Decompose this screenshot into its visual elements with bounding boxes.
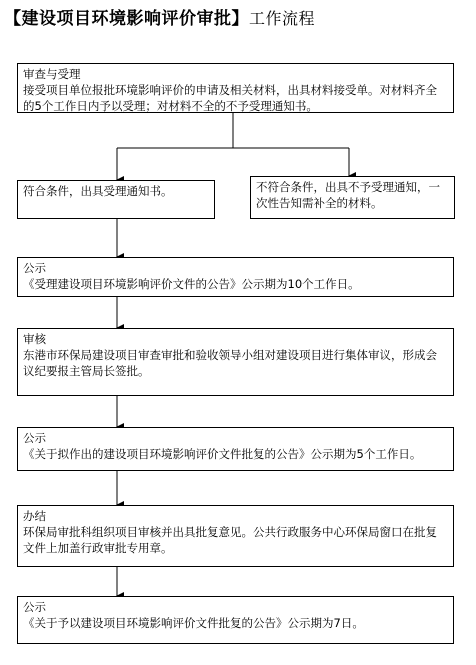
title-main: 【建设项目环境影响评价审批】 (4, 9, 249, 29)
step-text: 《关于拟作出的建设项目环境影响评价文件批复的公告》公示期为5个工作日。 (23, 447, 422, 461)
step-heading: 公示 (23, 600, 46, 614)
step-audit (17, 328, 454, 396)
step-publicity-1 (17, 257, 454, 297)
step-text: 《关于予以建设项目环境影响评价文件批复的公告》公示期为7日。 (23, 616, 364, 630)
step-text: 不符合条件，出具不予受理通知，一次性告知需补全的材料。 (256, 180, 440, 210)
step-review-accept (17, 63, 454, 113)
step-text: 环保局审批科组织项目审核并出具批复意见。公共行政服务中心环保局窗口在批复文件上加盖行政审批专用章。 (23, 525, 437, 555)
step-reject (250, 176, 455, 219)
title-sub: 工作流程 (249, 9, 316, 28)
step-heading: 公示 (23, 431, 46, 445)
step-completion (17, 505, 454, 567)
step-publicity-2 (17, 427, 454, 471)
step-heading: 公示 (23, 261, 46, 275)
step-accept (17, 180, 215, 219)
step-publicity-3 (17, 596, 454, 644)
step-text: 《受理建设项目环境影响评价文件的公告》公示期为10个工作日。 (23, 277, 360, 291)
step-heading: 审查与受理 (23, 67, 81, 81)
step-text: 接受项目单位报批环境影响评价的申请及相关材料，出具材料接受单。对材料齐全的5个工作日内予以受理；对材料不全的不予受理通知书。 (23, 83, 437, 113)
step-heading: 办结 (23, 509, 46, 523)
step-heading: 审核 (23, 332, 46, 346)
step-text: 东港市环保局建设项目审查审批和验收领导小组对建设项目进行集体审议，形成会议纪要报主管局长签批。 (23, 348, 437, 378)
step-text: 符合条件，出具受理通知书。 (23, 184, 173, 198)
